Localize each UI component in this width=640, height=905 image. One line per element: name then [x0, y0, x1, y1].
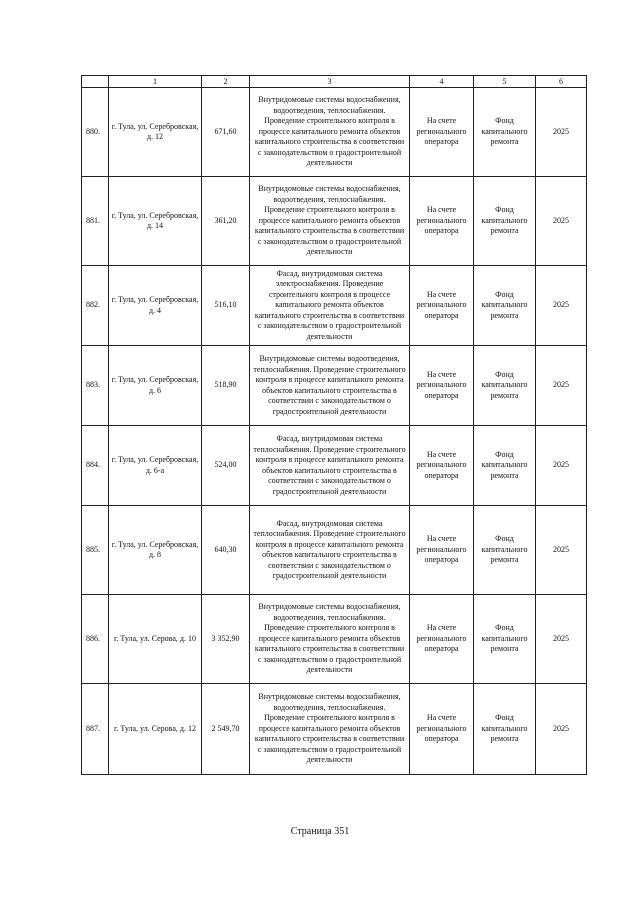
table-row	[82, 595, 587, 684]
year-cell: 2025	[536, 684, 587, 775]
row-number: 885.	[82, 506, 109, 595]
work-description-cell: Внутридомовые системы водоотведения, теплоснабжения. Проведение строительного контроля в процессе капитального ремонта объектов капитального строительства в соответствии с законодательством о градостроительной деятельности	[250, 346, 410, 426]
table-row	[82, 426, 587, 506]
table-body	[82, 88, 587, 775]
work-description-cell: Внутридомовые системы водоснабжения, водоотведения, теплоснабжения. Проведение строительного контроля в процессе капитального ремонта объектов капитального строительства в соответствии с законодательством о градостроительной деятельности	[250, 595, 410, 684]
row-number: 883.	[82, 346, 109, 426]
fund-cell: Фонд капитального ремонта	[474, 346, 536, 426]
area-cell: 516,10	[202, 266, 250, 346]
year-cell: 2025	[536, 177, 587, 266]
row-number: 884.	[82, 426, 109, 506]
funding-source-cell: На счете регионального оператора	[410, 88, 474, 177]
address-cell: г. Тула, ул. Серебровская, д. 6-а	[109, 426, 202, 506]
area-cell: 524,00	[202, 426, 250, 506]
fund-cell: Фонд капитального ремонта	[474, 506, 536, 595]
row-number: 882.	[82, 266, 109, 346]
funding-source-cell: На счете регионального оператора	[410, 346, 474, 426]
address-cell: г. Тула, ул. Серебровская, д. 8	[109, 506, 202, 595]
funding-source-cell: На счете регионального оператора	[410, 426, 474, 506]
row-number: 881.	[82, 177, 109, 266]
address-cell: г. Тула, ул. Серебровская, д. 14	[109, 177, 202, 266]
funding-source-cell: На счете регионального оператора	[410, 684, 474, 775]
address-cell: г. Тула, ул. Серебровская, д. 6	[109, 346, 202, 426]
header-cell-3: 3	[250, 76, 410, 88]
table-row	[82, 266, 587, 346]
funding-source-cell: На счете регионального оператора	[410, 177, 474, 266]
table-row	[82, 177, 587, 266]
year-cell: 2025	[536, 88, 587, 177]
page-number: Страница 351	[290, 826, 350, 837]
work-description-cell: Фасад, внутридомовая система электроснабжения. Проведение строительного контроля в процессе капитального ремонта объектов капитального строительства в соответствии с законодательством о градостроительной деятельности	[250, 266, 410, 346]
address-cell: г. Тула, ул. Серова, д. 10	[109, 595, 202, 684]
table-row	[82, 346, 587, 426]
year-cell: 2025	[536, 595, 587, 684]
header-cell-blank	[82, 76, 109, 88]
table-row	[82, 88, 587, 177]
area-cell: 3 352,90	[202, 595, 250, 684]
fund-cell: Фонд капитального ремонта	[474, 88, 536, 177]
header-cell-5: 5	[474, 76, 536, 88]
row-number: 886.	[82, 595, 109, 684]
header-cell-4: 4	[410, 76, 474, 88]
area-cell: 518,90	[202, 346, 250, 426]
funding-source-cell: На счете регионального оператора	[410, 266, 474, 346]
table-row	[82, 684, 587, 775]
address-cell: г. Тула, ул. Серебровская, д. 12	[109, 88, 202, 177]
table-header	[82, 76, 587, 88]
area-cell: 671,60	[202, 88, 250, 177]
fund-cell: Фонд капитального ремонта	[474, 177, 536, 266]
table-row	[82, 506, 587, 595]
address-cell: г. Тула, ул. Серова, д. 12	[109, 684, 202, 775]
year-cell: 2025	[536, 266, 587, 346]
address-cell: г. Тула, ул. Серебровская, д. 4	[109, 266, 202, 346]
header-row	[82, 76, 587, 88]
work-description-cell: Фасад, внутридомовая система теплоснабжения. Проведение строительного контроля в процессе капитального ремонта объектов капитального строительства в соответствии с законодательством о градостроительной деятельности	[250, 426, 410, 506]
work-description-cell: Внутридомовые системы водоснабжения, водоотведения, теплоснабжения. Проведение строительного контроля в процессе капитального ремонта объектов капитального строительства в соответствии с законодательством о градостроительной деятельности	[250, 684, 410, 775]
area-cell: 2 549,70	[202, 684, 250, 775]
funding-source-cell: На счете регионального оператора	[410, 595, 474, 684]
fund-cell: Фонд капитального ремонта	[474, 266, 536, 346]
fund-cell: Фонд капитального ремонта	[474, 426, 536, 506]
fund-cell: Фонд капитального ремонта	[474, 595, 536, 684]
year-cell: 2025	[536, 346, 587, 426]
header-cell-6: 6	[536, 76, 587, 88]
header-cell-1: 1	[109, 76, 202, 88]
row-number: 880.	[82, 88, 109, 177]
fund-cell: Фонд капитального ремонта	[474, 684, 536, 775]
work-description-cell: Внутридомовые системы водоснабжения, водоотведения, теплоснабжения. Проведение строительного контроля в процессе капитального ремонта объектов капитального строительства в соответствии с законодательством о градостроительной деятельности	[250, 177, 410, 266]
row-number: 887.	[82, 684, 109, 775]
header-cell-2: 2	[202, 76, 250, 88]
year-cell: 2025	[536, 506, 587, 595]
area-cell: 640,30	[202, 506, 250, 595]
funding-source-cell: На счете регионального оператора	[410, 506, 474, 595]
work-description-cell: Внутридомовые системы водоснабжения, водоотведения, теплоснабжения. Проведение строительного контроля в процессе капитального ремонта объектов капитального строительства в соответствии с законодательством о градостроительной деятельности	[250, 88, 410, 177]
work-description-cell: Фасад, внутридомовая система теплоснабжения. Проведение строительного контроля в процессе капитального ремонта объектов капитального строительства в соответствии с законодательством о градостроительной деятельности	[250, 506, 410, 595]
year-cell: 2025	[536, 426, 587, 506]
area-cell: 361,20	[202, 177, 250, 266]
works-table	[81, 75, 587, 775]
